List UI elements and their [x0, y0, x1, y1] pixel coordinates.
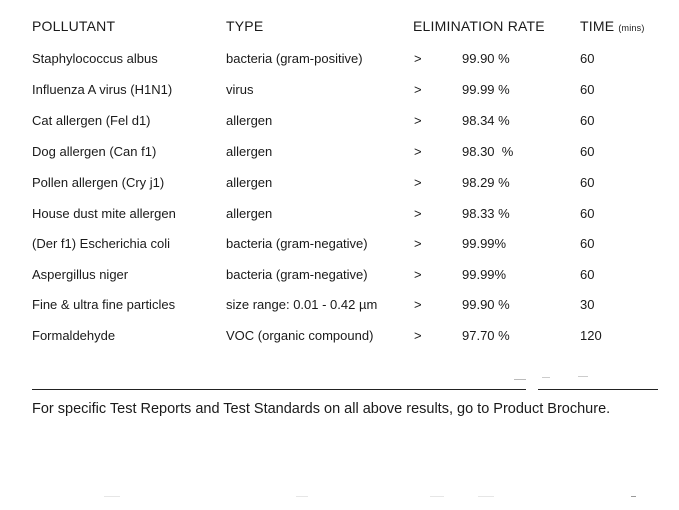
rate-cell: 99.99 %: [462, 82, 510, 97]
table-row: [0, 175, 679, 195]
greater-than-sign: >: [414, 267, 422, 282]
time-cell: 60: [580, 51, 595, 66]
header-time-label: TIME: [580, 18, 615, 34]
time-cell: 60: [580, 113, 595, 128]
type-cell: allergen: [226, 113, 273, 128]
header-time: [580, 18, 645, 34]
pollutant-cell: Aspergillus niger: [32, 267, 129, 282]
header-pollutant: POLLUTANT: [32, 18, 116, 34]
time-cell: 120: [580, 328, 602, 343]
rate-cell: 99.90 %: [462, 297, 510, 312]
header-elimination-rate: ELIMINATION RATE: [413, 18, 545, 34]
table-row: [0, 267, 679, 287]
pollutant-cell: Pollen allergen (Cry j1): [32, 175, 165, 190]
pollutant-cell: Influenza A virus (H1N1): [32, 82, 173, 97]
greater-than-sign: >: [414, 328, 422, 343]
type-cell: allergen: [226, 144, 273, 159]
greater-than-sign: >: [414, 175, 422, 190]
rate-cell: 98.29 %: [462, 175, 510, 190]
greater-than-sign: >: [414, 51, 422, 66]
type-cell: size range: 0.01 - 0.42 µm: [226, 297, 378, 312]
pollutant-cell: House dust mite allergen: [32, 206, 176, 221]
divider-line-right: [538, 389, 658, 390]
type-cell: bacteria (gram-negative): [226, 267, 368, 282]
pollutant-cell: Fine & ultra fine particles: [32, 297, 176, 312]
greater-than-sign: >: [414, 236, 422, 251]
greater-than-sign: >: [414, 206, 422, 221]
greater-than-sign: >: [414, 297, 422, 312]
table-row: [0, 82, 679, 102]
greater-than-sign: >: [414, 144, 422, 159]
divider-tick: [514, 379, 526, 380]
header-time-unit: (mins): [618, 23, 645, 33]
time-cell: 60: [580, 267, 595, 282]
table-row: [0, 206, 679, 226]
time-cell: 60: [580, 236, 595, 251]
pollutant-cell: Dog allergen (Can f1): [32, 144, 157, 159]
scan-mark: [478, 496, 494, 497]
rate-cell: 99.99%: [462, 267, 507, 282]
table-row: [0, 328, 679, 348]
scan-mark: [104, 496, 120, 497]
table-row: [0, 236, 679, 256]
rate-cell: 98.30 %: [462, 144, 514, 159]
type-cell: bacteria (gram-negative): [226, 236, 368, 251]
type-cell: allergen: [226, 175, 273, 190]
scan-mark: [430, 496, 444, 497]
table-row: [0, 113, 679, 133]
time-cell: 60: [580, 175, 595, 190]
pollutant-cell: (Der f1) Escherichia coli: [32, 236, 170, 251]
rate-cell: 99.99%: [462, 236, 507, 251]
pollutant-cell: Staphylococcus albus: [32, 51, 158, 66]
type-cell: virus: [226, 82, 254, 97]
rate-cell: 98.33 %: [462, 206, 510, 221]
divider-line: [32, 389, 526, 390]
scan-mark: [296, 496, 308, 497]
header-type: TYPE: [226, 18, 264, 34]
greater-than-sign: >: [414, 82, 422, 97]
time-cell: 60: [580, 206, 595, 221]
scan-mark: [631, 496, 636, 497]
pollutant-cell: Formaldehyde: [32, 328, 116, 343]
table-row: [0, 144, 679, 164]
type-cell: VOC (organic compound): [226, 328, 374, 343]
rate-cell: 99.90 %: [462, 51, 510, 66]
footer-note: For specific Test Reports and Test Standards on all above results, go to Product Brochure.: [32, 401, 611, 417]
rate-cell: 98.34 %: [462, 113, 510, 128]
time-cell: 60: [580, 82, 595, 97]
time-cell: 60: [580, 144, 595, 159]
greater-than-sign: >: [414, 113, 422, 128]
table-row: [0, 51, 679, 71]
pollutant-cell: Cat allergen (Fel d1): [32, 113, 151, 128]
rate-cell: 97.70 %: [462, 328, 510, 343]
divider-tick: [578, 376, 588, 377]
type-cell: bacteria (gram-positive): [226, 51, 363, 66]
time-cell: 30: [580, 297, 595, 312]
table-row: [0, 297, 679, 317]
type-cell: allergen: [226, 206, 273, 221]
divider-tick: [542, 377, 550, 378]
